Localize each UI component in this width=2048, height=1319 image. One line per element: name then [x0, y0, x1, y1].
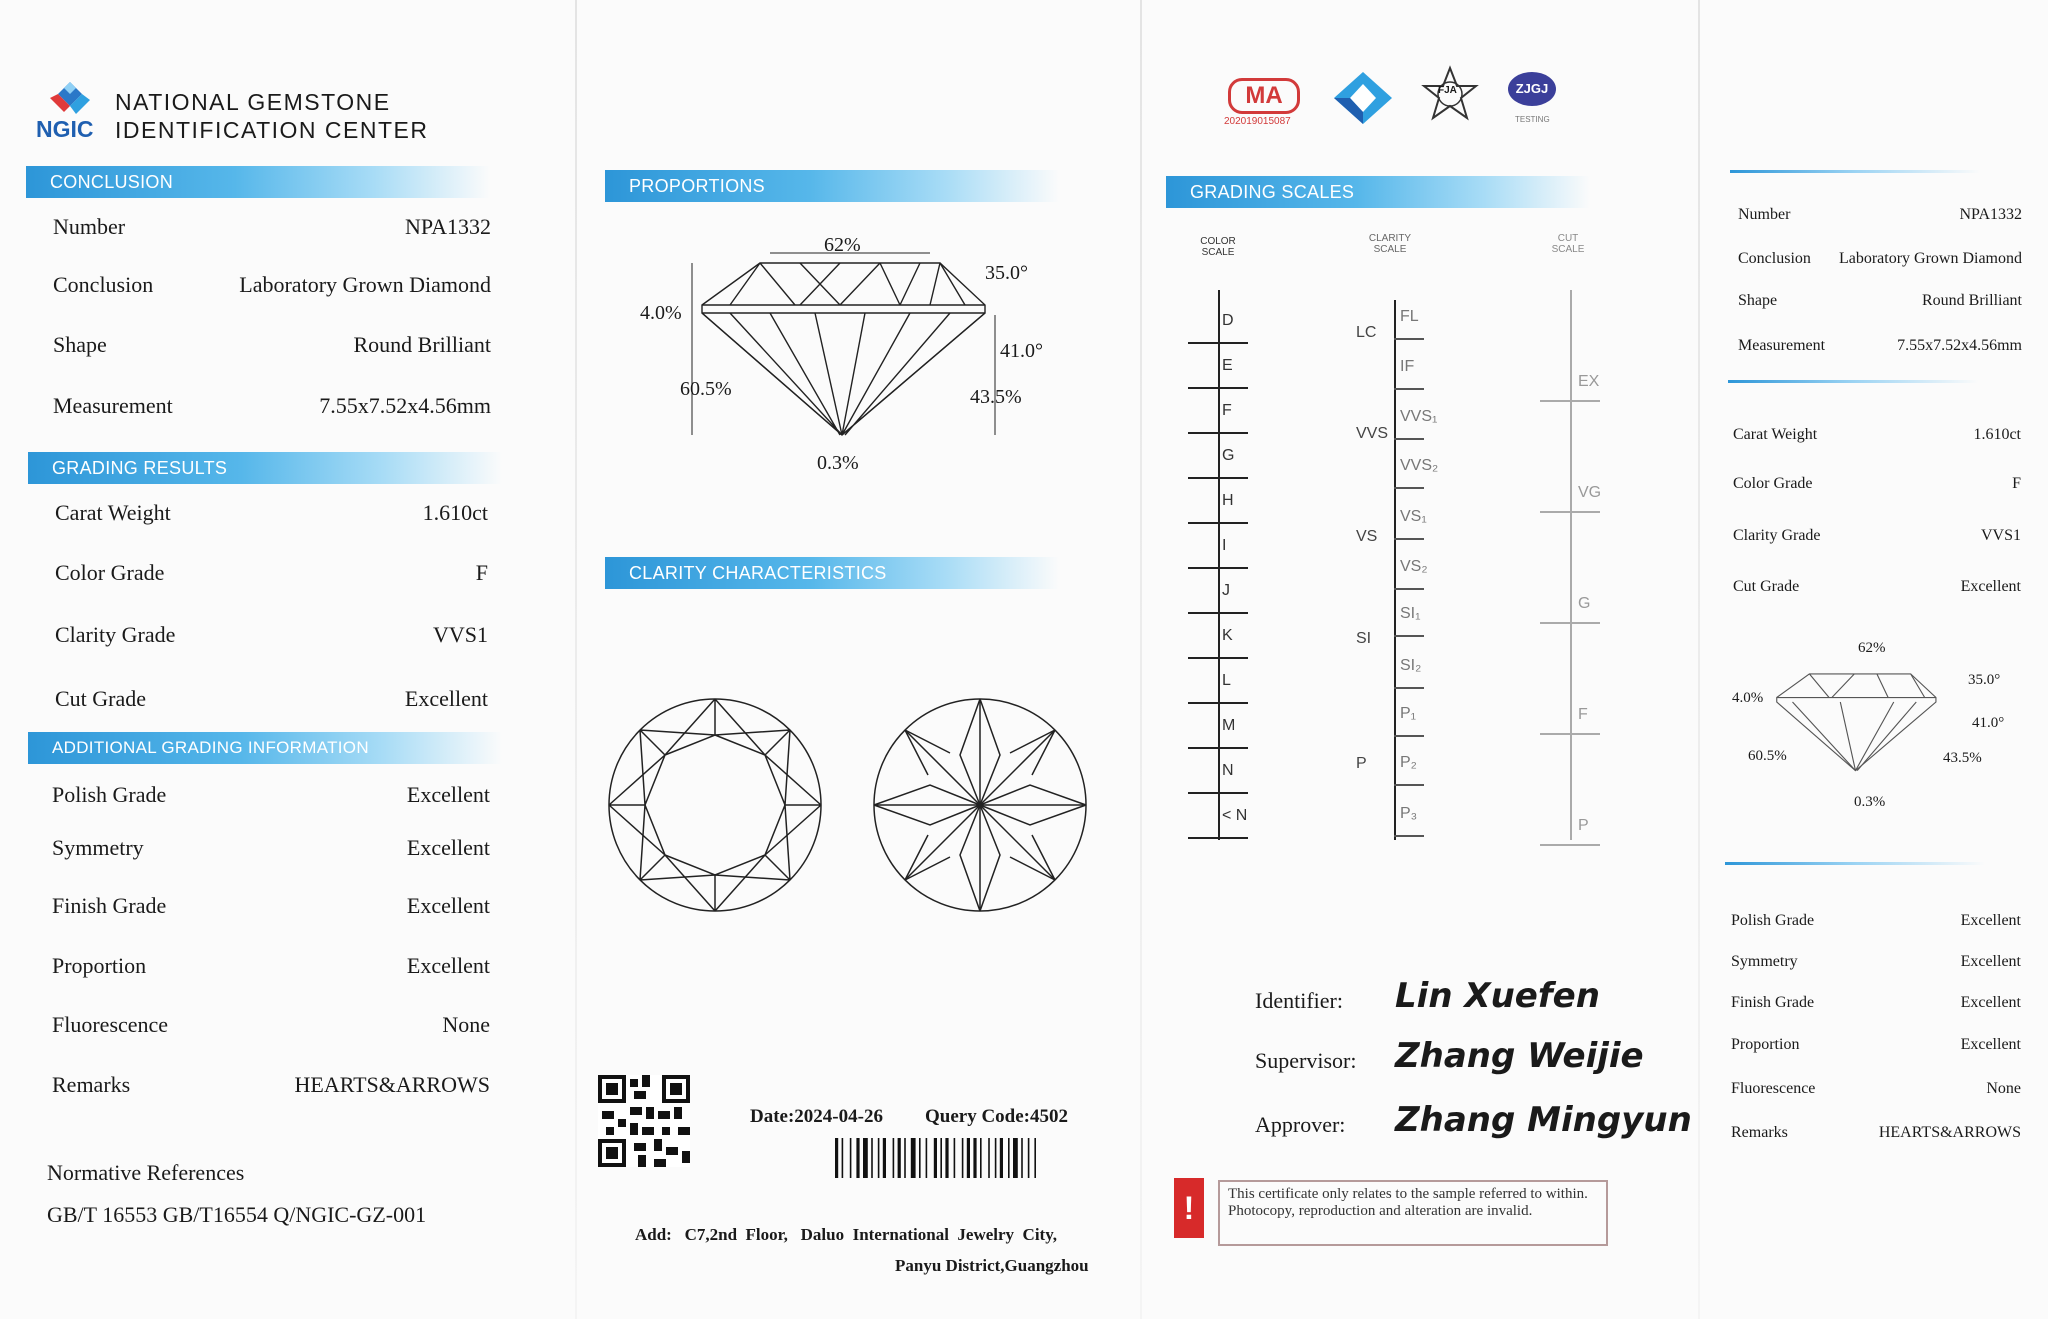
row-value: Excellent — [1960, 912, 2021, 929]
table-pct: 62% — [824, 234, 861, 256]
cut-scale-tick — [1540, 400, 1600, 402]
barcode-bar — [878, 1138, 880, 1178]
row-value: F — [475, 560, 488, 585]
info-row — [1738, 206, 2022, 230]
clarity-group-label: VVS — [1356, 425, 1389, 442]
barcode-bar — [954, 1138, 956, 1178]
clarity-grade-label: IF — [1400, 358, 1415, 375]
row-value: None — [1986, 1080, 2021, 1097]
row-label: Number — [53, 214, 126, 239]
color-scale-tick — [1188, 837, 1248, 839]
clarity-group-label: VS — [1356, 528, 1378, 545]
girdle-pct: 4.0% — [640, 302, 682, 324]
barcode-bar — [1034, 1138, 1036, 1178]
row-label: Conclusion — [53, 272, 154, 297]
query-code: Query Code:4502 — [925, 1106, 1069, 1127]
row-value: HEARTS&ARROWS — [294, 1072, 490, 1097]
identifier-label: Identifier: — [1255, 988, 1343, 1013]
issue-date: Date:2024-04-26 — [750, 1106, 883, 1127]
barcode-bar — [835, 1138, 838, 1178]
info-row — [55, 686, 488, 716]
clarity-scale-tick — [1394, 538, 1424, 540]
validity-notice: This certificate only relates to the sample referred to within. Photocopy, reproduction and alteration are invalid. — [1218, 1180, 1608, 1246]
info-row — [1733, 527, 2021, 551]
cut-scale-tick — [1540, 622, 1600, 624]
clarity-scale-tick — [1394, 388, 1424, 390]
color-grade-label: H — [1222, 492, 1234, 509]
row-label: Remarks — [1731, 1124, 1788, 1141]
barcode-bar — [911, 1138, 916, 1178]
clarity-scale-tick — [1394, 835, 1424, 837]
total-depth-small: 60.5% — [1748, 748, 1787, 764]
fja-label: FJA — [1438, 85, 1457, 96]
row-label: Number — [1738, 206, 1791, 223]
row-label: Carat Weight — [1733, 426, 1818, 443]
clarity-grade-label: SI₂ — [1400, 657, 1422, 674]
row-label: Clarity Grade — [1733, 527, 1821, 544]
clarity-grade-label: P₂ — [1400, 754, 1417, 771]
info-row — [1731, 953, 2021, 977]
clarity-grade-label: VVS₂ — [1400, 457, 1439, 474]
color-grade-label: D — [1222, 312, 1234, 329]
girdle-pct-small: 4.0% — [1732, 690, 1764, 706]
info-row — [53, 272, 491, 302]
barcode-bar — [967, 1138, 970, 1178]
color-scale-tick — [1188, 477, 1248, 479]
row-value: Excellent — [406, 782, 490, 807]
cut-scale-tick — [1540, 733, 1600, 735]
barcode-bar — [871, 1138, 873, 1178]
row-label: Polish Grade — [1731, 912, 1815, 929]
barcode-bar — [898, 1138, 901, 1178]
row-value: VVS1 — [1980, 527, 2021, 544]
info-row — [52, 835, 490, 865]
crown-angle: 35.0° — [985, 262, 1028, 284]
color-grade-label: G — [1222, 447, 1235, 464]
row-value: HEARTS&ARROWS — [1878, 1124, 2021, 1141]
info-row — [55, 622, 488, 652]
proportions-band: PROPORTIONS — [605, 170, 1059, 202]
info-row — [1733, 578, 2021, 602]
color-scale-tick — [1188, 522, 1248, 524]
clarity-grade-label: VS₁ — [1400, 508, 1427, 525]
clarity-grade-label: VVS₁ — [1400, 408, 1438, 425]
barcode-bar — [1000, 1138, 1003, 1178]
clarity-scale-header-line2: SCALE — [1373, 244, 1407, 255]
color-grade-label: F — [1222, 402, 1232, 419]
barcode-bar — [893, 1138, 895, 1178]
clarity-scale-header — [1361, 233, 1419, 255]
row-value: Excellent — [404, 686, 488, 711]
clarity-scale-tick — [1394, 687, 1424, 689]
panel-fold — [1140, 0, 1142, 1319]
clarity-grade-label: P₃ — [1400, 805, 1418, 822]
color-scale-header-line1: COLOR — [1200, 236, 1236, 247]
info-row — [1731, 1124, 2021, 1148]
pavilion-angle-small: 41.0° — [1972, 715, 2005, 731]
info-row — [1731, 1036, 2021, 1060]
clarity-grade-label: FL — [1400, 308, 1419, 325]
row-value: Excellent — [1960, 578, 2021, 595]
warning-icon: ! — [1174, 1178, 1204, 1238]
clarity-grade-label: SI₁ — [1400, 605, 1421, 622]
testing-label: TESTING — [1515, 115, 1550, 124]
info-row — [1731, 912, 2021, 936]
barcode-bar — [1013, 1138, 1018, 1178]
ngic-logo-icon — [46, 78, 94, 118]
org-name-line1: NATIONAL GEMSTONE — [115, 89, 391, 115]
clarity-scale-tick — [1394, 487, 1424, 489]
normative-title: Normative References — [47, 1160, 245, 1185]
clarity-scale-tick — [1394, 588, 1424, 590]
row-value: NPA1332 — [1959, 206, 2022, 223]
supervisor-label: Supervisor: — [1255, 1048, 1357, 1073]
grading-scales-band: GRADING SCALES — [1166, 176, 1590, 208]
color-grade-label: M — [1222, 717, 1236, 734]
pavilion-depth-small: 43.5% — [1943, 750, 1982, 766]
barcode-bar — [1008, 1138, 1010, 1178]
barcode-bar — [962, 1138, 964, 1178]
barcode-bar — [883, 1138, 886, 1178]
cut-grade-label: EX — [1578, 373, 1600, 390]
row-value: Laboratory Grown Diamond — [239, 272, 491, 297]
summary-divider — [1728, 380, 1978, 383]
cut-scale-tick — [1540, 844, 1600, 846]
row-label: Conclusion — [1738, 250, 1811, 267]
row-value: F — [2012, 475, 2021, 492]
info-row — [55, 500, 488, 530]
address-line1: Add: C7,2nd Floor, Daluo International Jewelry City, — [635, 1225, 1058, 1244]
panel-fold — [1698, 0, 1700, 1319]
row-value: 1.610ct — [1973, 426, 2021, 443]
additional-info-band: ADDITIONAL GRADING INFORMATION — [28, 732, 502, 764]
row-label: Finish Grade — [1731, 994, 1815, 1011]
pavilion-angle: 41.0° — [1000, 340, 1043, 362]
pavilion-depth: 43.5% — [970, 386, 1022, 408]
color-scale-tick — [1188, 342, 1248, 344]
barcode-bar — [945, 1138, 948, 1178]
row-label: Polish Grade — [52, 782, 167, 807]
org-name-line2: IDENTIFICATION CENTER — [115, 117, 429, 143]
identifier-signature: Lin Xuefen — [1395, 976, 1600, 1016]
barcode-bar — [1021, 1138, 1023, 1178]
color-scale-header-line2: SCALE — [1201, 247, 1235, 258]
row-value: Excellent — [1960, 994, 2021, 1011]
row-label: Measurement — [53, 393, 173, 418]
row-label: Cut Grade — [1733, 578, 1800, 595]
color-grade-label: N — [1222, 762, 1234, 779]
row-label: Clarity Grade — [55, 622, 176, 647]
ma-number: 202019015087 — [1224, 116, 1291, 127]
row-label: Fluorescence — [1731, 1080, 1816, 1097]
panel-fold — [575, 0, 577, 1319]
barcode-bar — [856, 1138, 859, 1178]
culet-pct: 0.3% — [817, 452, 859, 474]
cut-scale-header-line1: CUT — [1557, 233, 1579, 244]
clarity-scale-tick — [1394, 438, 1424, 440]
row-value: Excellent — [406, 835, 490, 860]
row-value: VVS1 — [432, 622, 488, 647]
barcode-bar — [926, 1138, 928, 1178]
cut-scale-header — [1548, 233, 1588, 255]
ma-logo-icon: MA — [1228, 78, 1300, 114]
summary-divider — [1725, 862, 1985, 865]
row-value: Excellent — [406, 953, 490, 978]
clarity-grade-label: P₁ — [1400, 705, 1417, 722]
summary-divider — [1730, 170, 1980, 173]
address-line2: Panyu District,Guangzhou — [895, 1256, 1089, 1275]
qr-code-icon — [598, 1075, 690, 1167]
cut-grade-label: VG — [1578, 484, 1602, 501]
row-label: Shape — [1738, 292, 1778, 309]
zjgj-logo-icon: ZJGJ — [1508, 72, 1556, 106]
color-grade-label: J — [1222, 582, 1230, 599]
cut-grade-label: F — [1578, 706, 1588, 723]
approver-label: Approver: — [1255, 1112, 1346, 1137]
cut-scale-header-line2: SCALE — [1551, 244, 1585, 255]
info-row — [1733, 426, 2021, 450]
row-label: Color Grade — [1733, 475, 1813, 492]
row-label: Measurement — [1738, 337, 1826, 354]
color-scale-tick — [1188, 387, 1248, 389]
culet-pct-small: 0.3% — [1854, 794, 1886, 810]
info-row — [52, 893, 490, 923]
diamond-profile-small-icon — [1770, 655, 1950, 785]
row-value: Laboratory Grown Diamond — [1838, 250, 2022, 267]
clarity-scale-tick — [1394, 635, 1424, 637]
grading-results-band: GRADING RESULTS — [28, 452, 502, 484]
color-grade-label: I — [1222, 537, 1227, 554]
info-row — [1738, 337, 2022, 361]
row-value: Excellent — [406, 893, 490, 918]
row-value: 1.610ct — [422, 500, 488, 525]
row-value: NPA1332 — [405, 214, 491, 239]
row-label: Shape — [53, 332, 107, 357]
color-grade-label: E — [1222, 357, 1233, 374]
clarity-group-label: P — [1356, 755, 1367, 772]
row-label: Remarks — [52, 1072, 131, 1097]
clarity-scale-tick — [1394, 784, 1424, 786]
row-label: Finish Grade — [52, 893, 167, 918]
barcode-icon — [835, 1138, 1080, 1178]
color-scale-header — [1198, 236, 1238, 258]
info-row — [53, 393, 491, 423]
info-row — [52, 953, 490, 983]
row-label: Cut Grade — [55, 686, 147, 711]
barcode-bar — [842, 1138, 844, 1178]
info-row — [52, 782, 490, 812]
org-abbr: NGIC — [36, 116, 94, 142]
barcode-bar — [919, 1138, 921, 1178]
barcode-bar — [863, 1138, 868, 1178]
barcode-bar — [850, 1138, 852, 1178]
color-scale-tick — [1188, 612, 1248, 614]
barcode-bar — [995, 1138, 997, 1178]
ngic-emblem-icon — [1330, 68, 1396, 128]
row-label: Color Grade — [55, 560, 165, 585]
info-row — [1733, 475, 2021, 499]
total-depth: 60.5% — [680, 378, 732, 400]
clarity-scale-header-line1: CLARITY — [1368, 233, 1412, 244]
cut-grade-label: G — [1578, 595, 1591, 612]
row-label: Proportion — [1731, 1036, 1800, 1053]
barcode-bar — [1028, 1138, 1030, 1178]
row-value: 7.55x7.52x4.56mm — [319, 393, 491, 418]
info-row — [1731, 994, 2021, 1018]
color-scale-tick — [1188, 432, 1248, 434]
barcode-bar — [980, 1138, 982, 1178]
row-label: Symmetry — [1731, 953, 1798, 970]
color-scale-tick — [1188, 792, 1248, 794]
clarity-group-label: SI — [1356, 630, 1372, 647]
barcode-bar — [988, 1138, 990, 1178]
conclusion-band: CONCLUSION — [26, 166, 490, 198]
row-label: Symmetry — [52, 835, 144, 860]
info-row — [1738, 250, 2022, 274]
crown-angle-small: 35.0° — [1968, 672, 2001, 688]
row-value: 7.55x7.52x4.56mm — [1897, 337, 2022, 354]
normative-refs: GB/T 16553 GB/T16554 Q/NGIC-GZ-001 — [47, 1202, 427, 1227]
clarity-characteristics-band: CLARITY CHARACTERISTICS — [605, 557, 1059, 589]
info-row — [52, 1012, 490, 1042]
info-row — [52, 1072, 490, 1102]
info-row — [53, 332, 491, 362]
barcode-bar — [934, 1138, 937, 1178]
color-grade-label: < N — [1222, 807, 1248, 824]
approver-signature: Zhang Mingyun — [1395, 1100, 1692, 1140]
cut-grade-label: P — [1578, 817, 1589, 834]
info-row — [1738, 292, 2022, 316]
diamond-profile-icon — [690, 245, 1010, 445]
color-scale-tick — [1188, 702, 1248, 704]
color-scale-tick — [1188, 657, 1248, 659]
clarity-scale-tick — [1394, 338, 1424, 340]
cut-scale-tick — [1540, 511, 1600, 513]
clarity-scale-axis — [1394, 300, 1396, 840]
info-row — [1731, 1080, 2021, 1104]
row-value: Excellent — [1960, 953, 2021, 970]
color-scale-tick — [1188, 747, 1248, 749]
color-scale-axis — [1218, 290, 1220, 840]
supervisor-signature: Zhang Weijie — [1395, 1036, 1644, 1076]
clarity-group-label: LC — [1356, 324, 1377, 341]
barcode-bar — [973, 1138, 976, 1178]
row-label: Proportion — [52, 953, 147, 978]
row-value: Round Brilliant — [1922, 292, 2022, 309]
row-label: Carat Weight — [55, 500, 171, 525]
barcode-bar — [904, 1138, 906, 1178]
barcode-bar — [940, 1138, 942, 1178]
row-value: None — [442, 1012, 490, 1037]
clarity-grade-label: VS₂ — [1400, 558, 1428, 575]
color-grade-label: K — [1222, 627, 1233, 644]
row-label: Fluorescence — [52, 1012, 169, 1037]
table-pct-small: 62% — [1858, 640, 1886, 656]
clarity-scale-tick — [1394, 735, 1424, 737]
color-scale-tick — [1188, 567, 1248, 569]
color-grade-label: L — [1222, 672, 1231, 689]
cut-scale-axis — [1570, 290, 1572, 840]
info-row — [55, 560, 488, 590]
row-value: Excellent — [1960, 1036, 2021, 1053]
pavilion-view-plot-icon — [870, 695, 1090, 915]
info-row — [53, 214, 491, 244]
crown-view-plot-icon — [605, 695, 825, 915]
row-value: Round Brilliant — [353, 332, 491, 357]
